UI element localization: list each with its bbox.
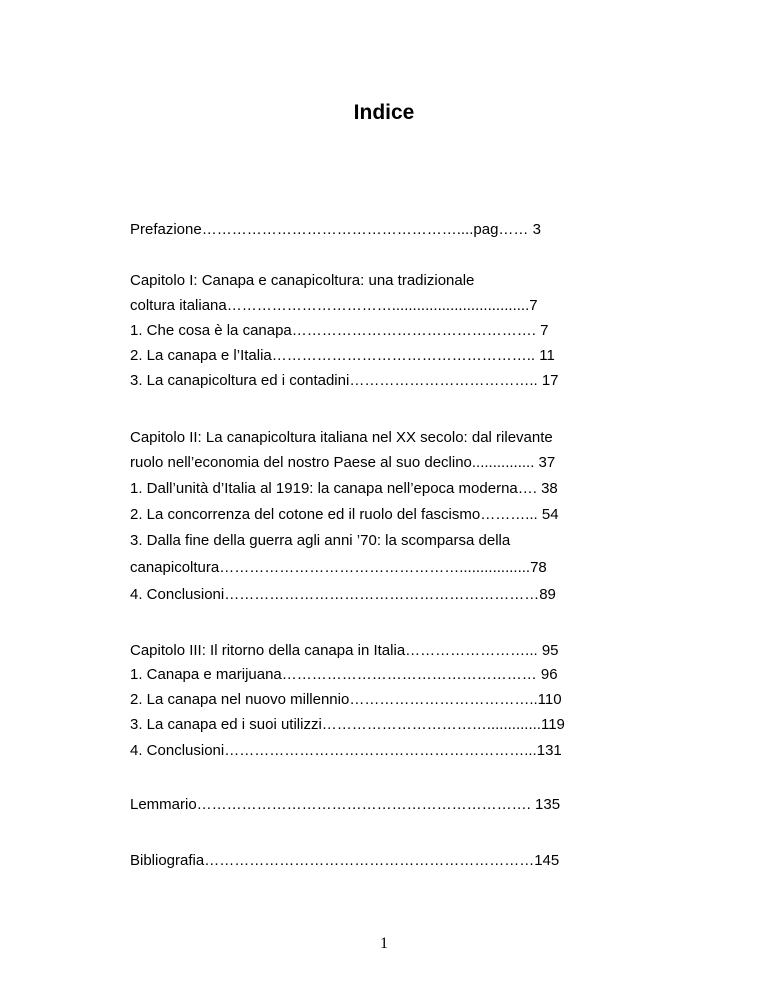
toc-entry: 2. La canapa e l’Italia…………………………………………….. 11 <box>130 347 555 364</box>
toc-chapter-2-heading-cont: ruolo nell’economia del nostro Paese al suo declino............... 37 <box>130 454 556 471</box>
toc-entry-prefazione: Prefazione……………………………………………....pag…… 3 <box>130 221 541 238</box>
toc-entry: canapicoltura………………………………………….................78 <box>130 559 547 576</box>
toc-entry: 3. La canapicoltura ed i contadini……………………………….. 17 <box>130 372 559 389</box>
toc-entry-lemmario: Lemmario…………………………………………………………. 135 <box>130 796 561 813</box>
toc-entry: 1. Canapa e marijuana…………………………………………… 96 <box>130 666 558 683</box>
toc-entry: 3. Dalla fine della guerra agli anni ’70: la scomparsa della <box>130 532 511 549</box>
toc-entry: 4. Conclusioni……………………………………………………...131 <box>130 742 562 759</box>
toc-entry: 1. Dall’unità d’Italia al 1919: la canapa nell’epoca moderna…. 38 <box>130 480 558 497</box>
page-title: Indice <box>353 101 415 124</box>
toc-chapter-3-heading: Capitolo III: Il ritorno della canapa in Italia……………………... 95 <box>130 642 559 659</box>
toc-entry: 1. Che cosa è la canapa…………………………………………. 7 <box>130 322 549 339</box>
page-number: 1 <box>380 935 388 952</box>
toc-chapter-1-heading: Capitolo I: Canapa e canapicoltura: una tradizionale <box>130 272 475 289</box>
toc-entry-bibliografia: Bibliografia…………………………………………………………145 <box>130 852 560 869</box>
toc-entry: 2. La concorrenza del cotone ed il ruolo del fascismo………... 54 <box>130 506 559 523</box>
toc-chapter-2-heading: Capitolo II: La canapicoltura italiana nel XX secolo: dal rilevante <box>130 429 553 446</box>
toc-entry: 4. Conclusioni………………………………………………………89 <box>130 586 556 603</box>
toc-entry: 2. La canapa nel nuovo millennio………………………………..110 <box>130 691 562 708</box>
toc-entry: 3. La canapa ed i suoi utilizzi…………………………….............119 <box>130 716 565 733</box>
toc-chapter-1-heading-cont: coltura italiana…………………………….................................7 <box>130 297 538 314</box>
